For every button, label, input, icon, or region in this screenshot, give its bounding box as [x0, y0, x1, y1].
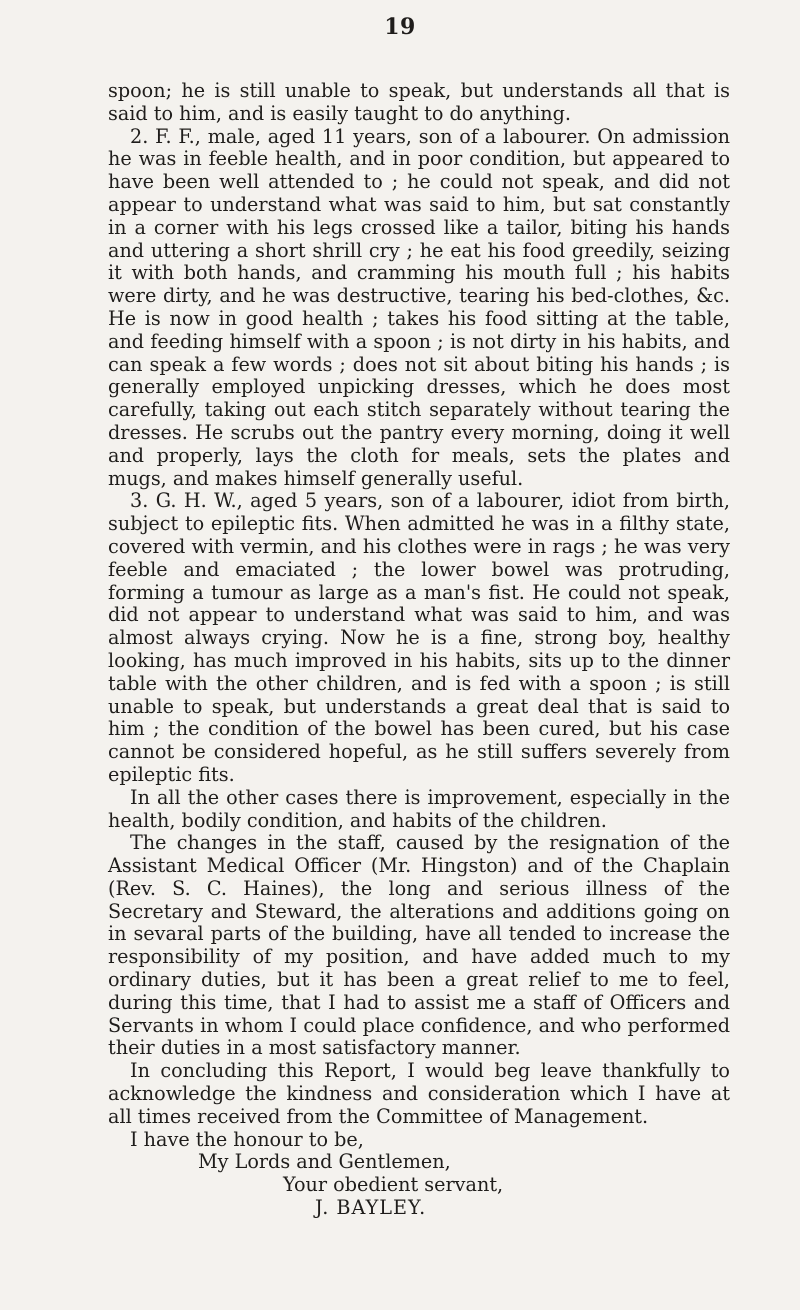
paragraph-case-3: 3. G. H. W., aged 5 years, son of a labourer, idiot from birth, subject to epileptic fits. When admitted he was in a filthy state, covered with vermin, and his clothes were in rags ; he was very feeble and emaciated ; the lower bowel was protruding, forming a tumour as large as a man's fist. He could not speak, did not appear to understand what was said to him, and was almost always crying. Now he is a fine, strong boy, healthy looking, has much improved in his habits, sits up to the dinner table with the other children, and is fed with a spoon ; is still unable to speak, but understands a great deal that is said to him ; the condition of the bowel has been cured, but his case cannot be considered hopeful, as he still suffers severely from epileptic fits.: [108, 489, 730, 786]
paragraph-other-cases: In all the other cases there is improvement, especially in the health, bodily condition, and habits of the children.: [108, 785, 730, 832]
paragraph-concluding: In concluding this Report, I would beg leave thankfully to acknowledge the kindness and consideration which I have at all times received from the Committee of Management.: [108, 1059, 730, 1128]
closing-line-servant: Your obedient servant,: [283, 1173, 504, 1197]
paragraph-staff-changes: The changes in the staff, caused by the resignation of the Assistant Medical Officer (Mr. Hingston) and of the Chaplain (Rev. S. C. Haines), the long and serious illness of the Secretary and Steward, the alterations and additions going on in sevaral parts of the building, have all tended to increase the responsibility of my position, and have added much to my ordinary duties, but it has been a great relief to me to feel, during this time, that I had to assist me a staff of Officers and Servants in whom I could place confidence, and who performed their duties in a most satisfactory manner.: [108, 831, 730, 1060]
paragraph-continuation: spoon; he is still unable to speak, but understands all that is said to him, and is easily taught to do anything.: [108, 79, 730, 125]
signature: J. BAYLEY.: [315, 1196, 427, 1220]
report-body: [108, 80, 730, 1220]
closing-line-honour: I have the honour to be,: [130, 1127, 364, 1151]
closing-line-salutation: My Lords and Gentlemen,: [198, 1150, 451, 1174]
paragraph-case-2: 2. F. F., male, aged 11 years, son of a labourer. On admission he was in feeble health, and in poor condition, but appeared to have been well attended to ; he could not speak, and did not appear to understand what was said to him, but sat constantly in a corner with his legs crossed like a tailor, biting his hands and uttering a short shrill cry ; he eat his food greedily, seizing it with both hands, and cramming his mouth full ; his habits were dirty, and he was destructive, tearing his bed-clothes, &c. He is now in good health ; takes his food sitting at the table, and feeding himself with a spoon ; is not dirty in his habits, and can speak a few words ; does not sit about biting his hands ; is generally employed unpicking dresses, which he does most carefully, taking out each stitch separately without tearing the dresses. He scrubs out the pantry every morning, doing it well and properly, lays the cloth for meals, sets the plates and mugs, and makes himself generally useful.: [108, 124, 730, 490]
page-number: 19: [384, 14, 416, 40]
